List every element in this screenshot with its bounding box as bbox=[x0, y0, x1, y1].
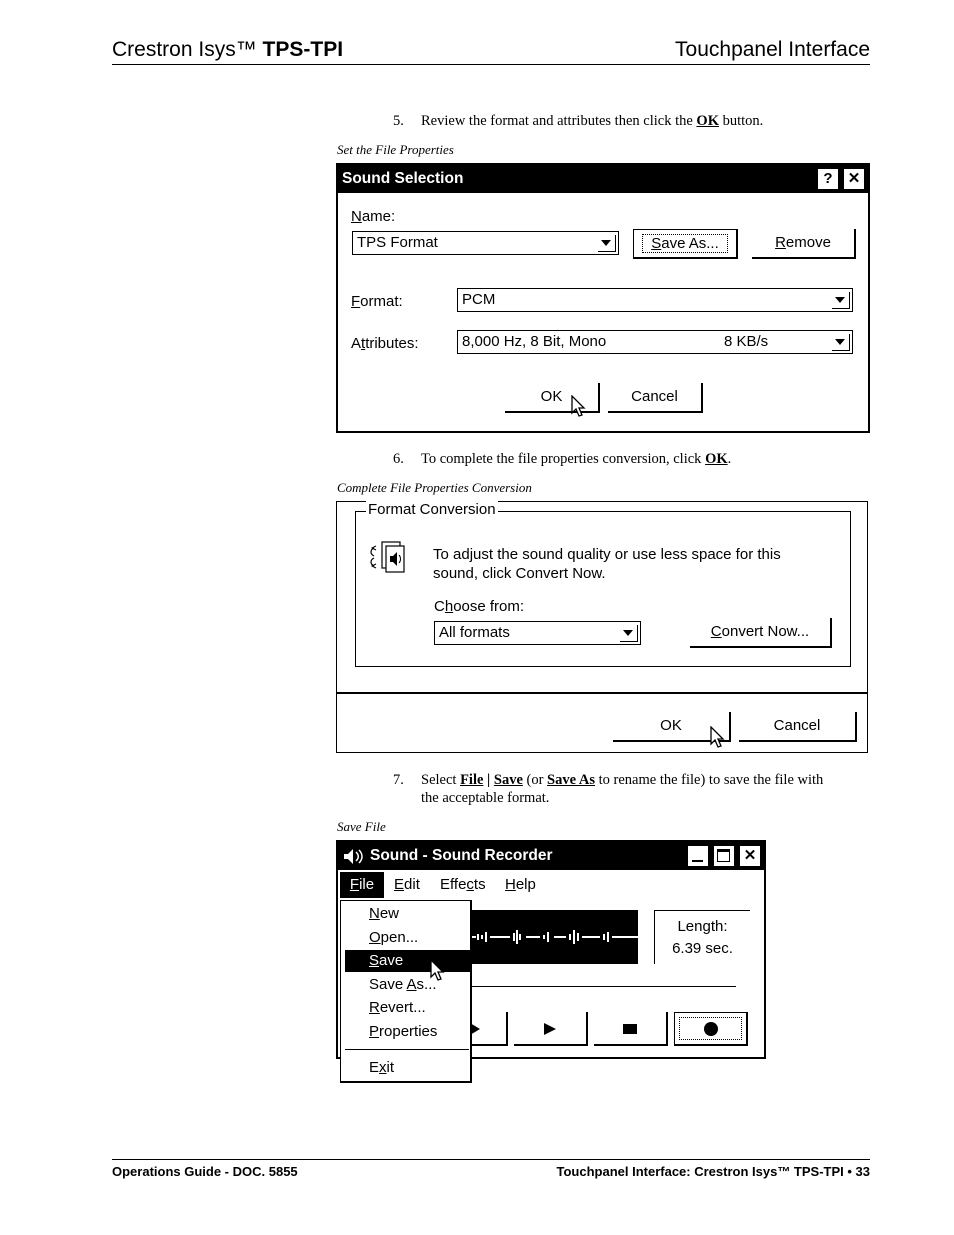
dialog-divider bbox=[337, 692, 867, 694]
close-button[interactable]: ✕ bbox=[844, 169, 864, 189]
dialog-title: Sound Selection bbox=[342, 170, 464, 187]
name-label: Name: bbox=[351, 208, 396, 225]
close-icon[interactable]: ✕ bbox=[740, 846, 760, 866]
menu-item-save[interactable]: Save bbox=[345, 950, 470, 972]
menu-separator bbox=[345, 1049, 469, 1050]
step-6: 6. To complete the file properties conversion, click OK. bbox=[393, 451, 732, 467]
length-panel bbox=[654, 910, 750, 964]
dialog-titlebar bbox=[338, 165, 868, 193]
cancel-button[interactable]: Cancel bbox=[608, 383, 703, 413]
choose-from-combobox[interactable]: All formats bbox=[434, 621, 641, 645]
length-label: Length: bbox=[677, 918, 728, 935]
mouse-pointer-icon bbox=[571, 395, 587, 419]
window-titlebar bbox=[338, 842, 764, 870]
cancel-button[interactable]: Cancel bbox=[739, 712, 857, 742]
format-conversion-group bbox=[355, 501, 851, 667]
mouse-pointer-icon bbox=[430, 959, 446, 983]
sound-convert-icon bbox=[370, 540, 410, 576]
menu-help[interactable]: Help bbox=[505, 876, 536, 893]
attributes-combobox[interactable]: 8,000 Hz, 8 Bit, Mono 8 KB/s bbox=[457, 330, 853, 354]
conversion-message: To adjust the sound quality or use less space for this sound, click Convert Now. bbox=[433, 546, 781, 582]
speaker-icon bbox=[342, 848, 368, 865]
page-footer bbox=[112, 1159, 870, 1179]
menu-item-open[interactable]: Open... bbox=[369, 929, 419, 946]
choose-from-label: Choose from: bbox=[434, 598, 525, 615]
header-left: Crestron Isys™ TPS-TPI bbox=[112, 38, 344, 61]
sound-recorder-window bbox=[336, 840, 766, 1076]
mouse-pointer-icon bbox=[710, 726, 726, 750]
minimize-icon[interactable] bbox=[688, 846, 708, 866]
chevron-down-icon[interactable] bbox=[832, 292, 850, 309]
format-conversion-dialog bbox=[336, 501, 868, 753]
ok-button[interactable]: OK bbox=[505, 383, 600, 413]
step-5: 5. Review the format and attributes then click the OK button. bbox=[393, 113, 764, 129]
caption-complete-conversion: Complete File Properties Conversion bbox=[337, 480, 532, 495]
menu-item-save-as[interactable]: Save As... bbox=[369, 976, 437, 993]
convert-now-button[interactable]: Convert Now... bbox=[690, 618, 832, 648]
footer-right: Touchpanel Interface: Crestron Isys™ TPS-TPI • 33 bbox=[556, 1164, 870, 1179]
chevron-down-icon[interactable] bbox=[832, 334, 850, 351]
group-label: Format Conversion bbox=[368, 501, 496, 518]
help-button[interactable]: ? bbox=[818, 169, 838, 189]
caption-set-file-properties: Set the File Properties bbox=[337, 142, 454, 157]
menu-item-properties[interactable]: Properties bbox=[369, 1023, 438, 1040]
file-menu-dropdown bbox=[340, 900, 472, 1083]
save-as-button[interactable]: Save As... bbox=[633, 229, 738, 259]
menu-item-new[interactable]: New bbox=[369, 905, 400, 922]
attributes-label: Attributes: bbox=[351, 335, 419, 352]
record-button[interactable] bbox=[674, 1012, 748, 1046]
maximize-icon[interactable] bbox=[714, 846, 734, 866]
chevron-down-icon[interactable] bbox=[620, 625, 638, 642]
chevron-down-icon[interactable] bbox=[598, 235, 616, 252]
footer-left: Operations Guide - DOC. 5855 bbox=[112, 1164, 298, 1179]
caption-save-file: Save File bbox=[337, 819, 386, 834]
menu-edit[interactable]: Edit bbox=[394, 876, 420, 893]
menu-item-exit[interactable]: Exit bbox=[369, 1059, 395, 1076]
step-7: 7. Select File | Save (or Save As to rename the file) to save the file with the acceptable format. bbox=[393, 772, 824, 806]
sound-selection-dialog bbox=[336, 163, 870, 433]
window-title: Sound - Sound Recorder bbox=[370, 847, 553, 864]
menu-item-revert[interactable]: Revert... bbox=[369, 999, 426, 1016]
position-slider[interactable] bbox=[470, 986, 736, 987]
remove-button[interactable]: Remove bbox=[752, 229, 856, 259]
waveform-display bbox=[470, 910, 638, 964]
menu-file[interactable]: File bbox=[340, 872, 384, 898]
waveform-icon bbox=[470, 910, 638, 964]
length-value: 6.39 sec. bbox=[672, 940, 733, 957]
format-label: Format: bbox=[351, 293, 403, 310]
menu-effects[interactable]: Effects bbox=[440, 876, 486, 893]
stop-button[interactable] bbox=[594, 1012, 668, 1046]
format-combobox[interactable]: PCM bbox=[457, 288, 853, 312]
header-right: Touchpanel Interface bbox=[675, 38, 870, 61]
ok-button[interactable]: OK bbox=[613, 712, 731, 742]
name-combobox[interactable]: TPS Format bbox=[352, 231, 619, 255]
page-header bbox=[112, 38, 870, 65]
play-button[interactable] bbox=[514, 1012, 588, 1046]
